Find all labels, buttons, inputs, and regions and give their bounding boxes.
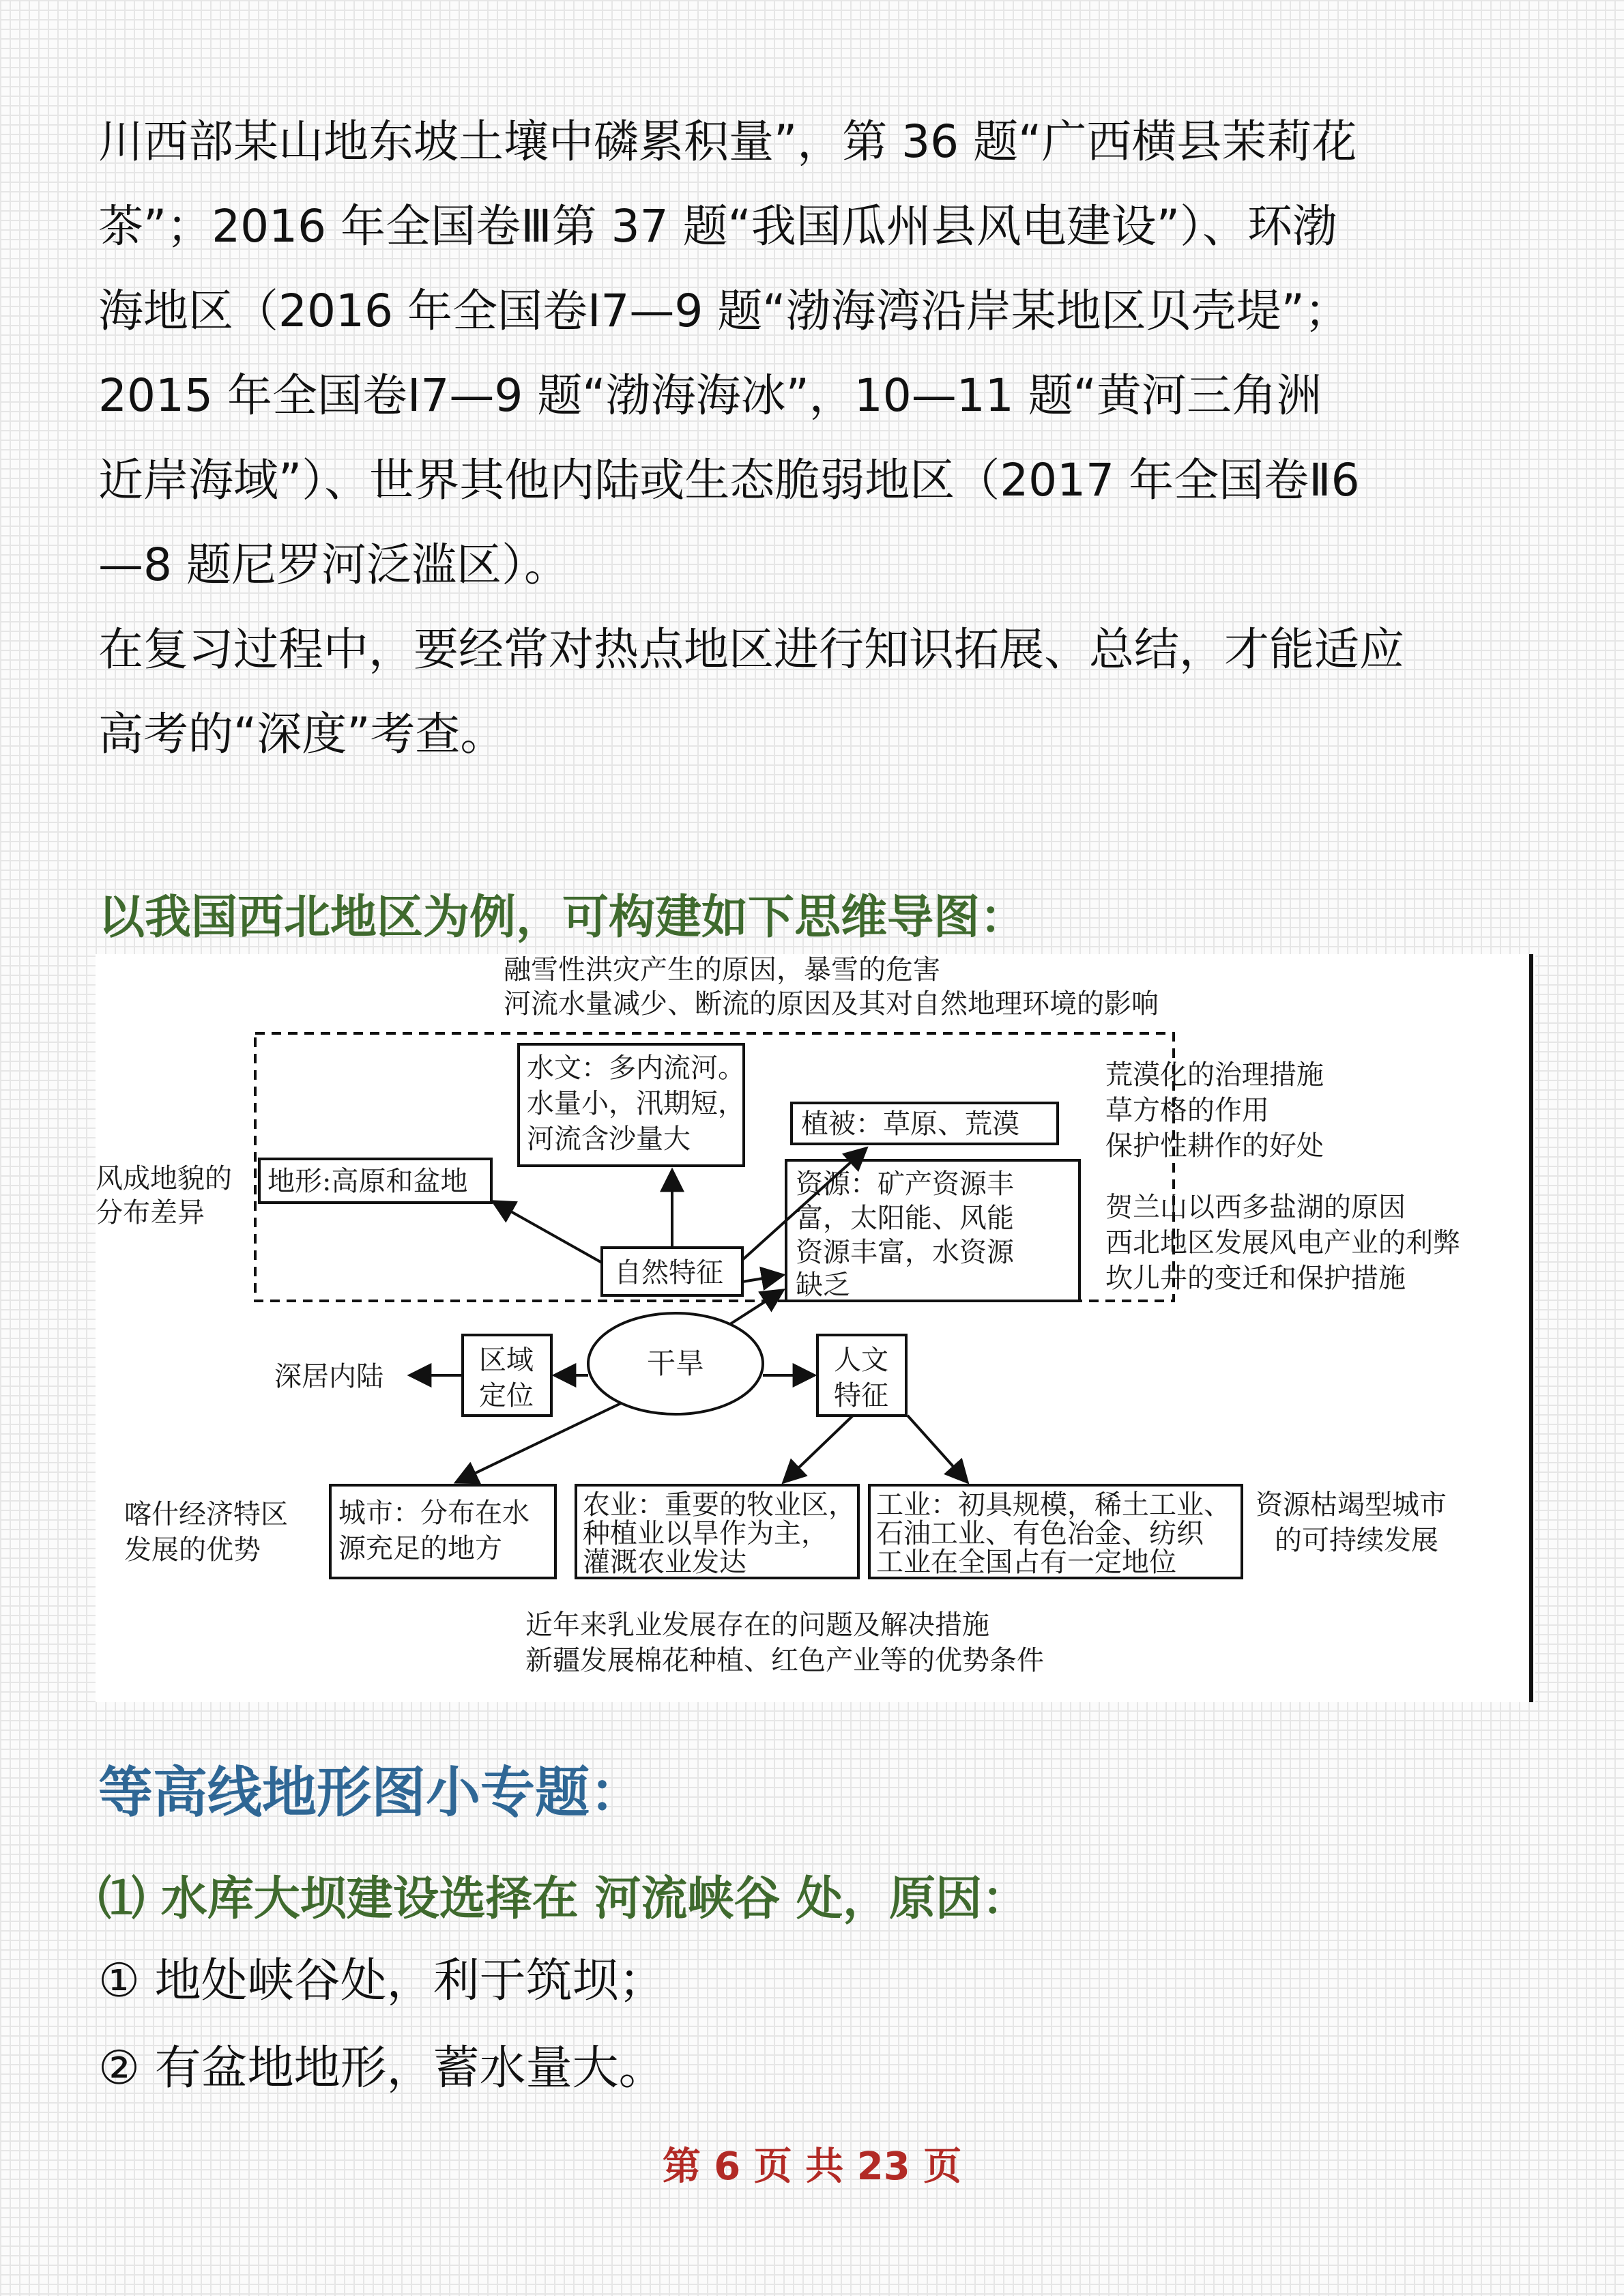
inland-note: 深居内陆 (274, 1361, 383, 1392)
hydrology-text: 水文：多内流河。 (527, 1052, 745, 1084)
right-note: 贺兰山以西多盐湖的原因 (1105, 1192, 1406, 1223)
review-line: 高考的“深度”考查。 (98, 708, 506, 760)
question-text: 水库大坝建设选择在 河流峡谷 处，原因： (160, 1872, 1029, 1926)
city-text: 城市：分布在水 (338, 1497, 530, 1529)
region-text: 定位 (479, 1380, 534, 1411)
wind-landform-note: 分布差异 (96, 1197, 205, 1229)
point-number: ① (98, 1954, 140, 2008)
wind-landform-note: 风成地貌的 (96, 1163, 232, 1194)
natural-features-text: 自然特征 (614, 1257, 723, 1289)
top-note: 融雪性洪灾产生的原因，暴雪的危害 (504, 954, 940, 986)
industry-text: 工业在全国占有一定地位 (876, 1547, 1176, 1578)
human-text: 特征 (834, 1380, 888, 1411)
resources-text: 资源：矿产资源丰 (796, 1168, 1014, 1200)
intro-line: 2015 年全国卷Ⅰ7—9 题“渤海海冰”，10—11 题“黄河三角洲 (98, 369, 1322, 422)
question-1 (98, 1862, 1028, 1928)
region-text: 区域 (479, 1345, 534, 1376)
section-title: 等高线地形图小专题： (98, 1761, 644, 1824)
resources-text: 富，太阳能、风能 (796, 1203, 1014, 1234)
kashgar-note: 喀什经济特区 (124, 1499, 288, 1530)
terrain-text: 地形:高原和盆地 (267, 1166, 468, 1197)
right-note: 荒漠化的治理措施 (1105, 1059, 1324, 1091)
resource-city-note: 的可持续发展 (1275, 1525, 1438, 1556)
resource-city-note: 资源枯竭型城市 (1256, 1489, 1447, 1521)
intro-line: 茶”；2016 年全国卷Ⅲ第 37 题“我国瓜州县风电建设”）、环渤 (98, 200, 1337, 253)
hydrology-text: 河流含沙量大 (527, 1123, 691, 1155)
review-line: 在复习过程中，要经常对热点地区进行知识拓展、总结，才能适应 (98, 623, 1404, 676)
intro-line: 海地区（2016 年全国卷Ⅰ7—9 题“渤海湾沿岸某地区贝壳堤”； (98, 285, 1350, 337)
intro-line: —8 题尼罗河泛滥区）。 (98, 539, 569, 591)
hydrology-text: 水量小，汛期短， (527, 1088, 745, 1119)
right-note: 坎儿井的变迁和保护措施 (1105, 1263, 1406, 1294)
vegetation-text: 植被：草原、荒漠 (801, 1108, 1019, 1140)
question-number: ⑴ (98, 1872, 145, 1926)
answer-point-2 (98, 2031, 665, 2097)
top-note: 河流水量减少、断流的原因及其对自然地理环境的影响 (504, 988, 1159, 1020)
point-text: 地处峡谷处，利于筑坝； (154, 1954, 665, 2008)
intro-line: 川西部某山地东坡土壤中磷累积量”，第 36 题“广西横县茉莉花 (98, 115, 1357, 168)
intro-paragraph (98, 100, 1524, 777)
agriculture-text: 农业：重要的牧业区， (583, 1489, 856, 1521)
right-note: 保护性耕作的好处 (1105, 1130, 1324, 1162)
city-text: 源充足的地方 (338, 1533, 502, 1564)
answer-point-1 (98, 1944, 665, 2010)
right-note: 草方格的作用 (1105, 1095, 1269, 1126)
point-number: ② (98, 2041, 140, 2095)
kashgar-note: 发展的优势 (124, 1534, 261, 1566)
bottom-note: 近年来乳业发展存在的问题及解决措施 (525, 1609, 989, 1641)
right-note: 西北地区发展风电产业的利弊 (1105, 1227, 1460, 1259)
bottom-note: 新疆发展棉花种植、红色产业等的优势条件 (525, 1645, 1044, 1676)
resources-text: 缺乏 (796, 1269, 850, 1301)
point-text: 有盆地地形，蓄水量大。 (154, 2041, 665, 2095)
northwest-mindmap-diagram (96, 954, 1535, 1702)
industry-text: 石油工业、有色冶金、纺织 (876, 1518, 1204, 1549)
agriculture-text: 灌溉农业发达 (583, 1547, 746, 1578)
resources-text: 资源丰富，水资源 (796, 1237, 1014, 1268)
mindmap-lead: 以我国西北地区为例，可构建如下思维导图： (98, 891, 1027, 945)
agriculture-text: 种植业以旱作为主， (583, 1518, 828, 1549)
page-footer: 第 6 页 共 23 页 (662, 2144, 962, 2189)
industry-text: 工业：初具规模，稀土工业、 (876, 1489, 1231, 1521)
intro-line: 近岸海域”）、世界其他内陆或生态脆弱地区（2017 年全国卷Ⅱ6 (98, 454, 1360, 506)
human-text: 人文 (834, 1345, 888, 1376)
center-text: 干旱 (646, 1347, 705, 1380)
